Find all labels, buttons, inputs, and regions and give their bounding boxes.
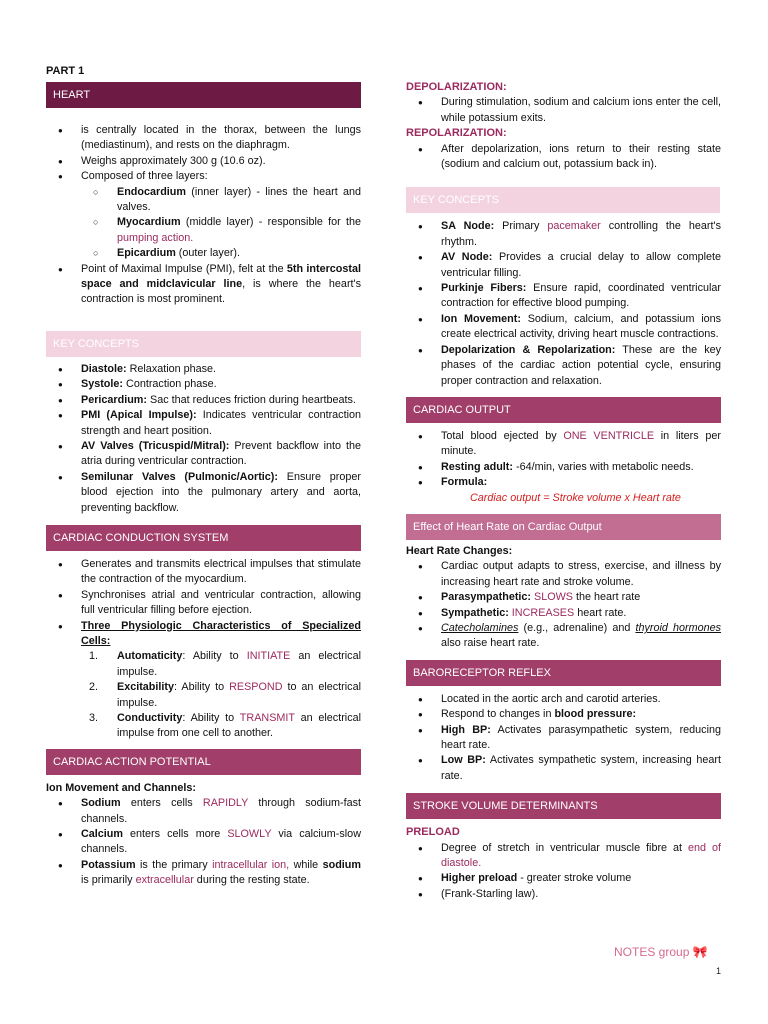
heart-list [46,123,361,308]
footer-brand: NOTES group 🎀 [614,945,708,959]
list-item: ● SA Node: Primary pacemaker controlling the heart's rhythm. [406,219,721,250]
list-item: ● Purkinje Fibers: Ensure rapid, coordinated ventricular contraction for effective blood pumping. [406,281,721,312]
part-label: PART 1 [46,65,85,77]
repol-list [406,142,721,173]
output-list [406,429,721,491]
list-item: ● Higher preload - greater stroke volume [406,871,721,886]
stroke-volume-header: STROKE VOLUME DETERMINANTS [406,793,721,819]
list-item: ● Resting adult: -64/min, varies with metabolic needs. [406,460,721,475]
list-item: ● During stimulation, sodium and calcium ions enter the cell, while potassium exits. [406,95,721,126]
formula-text: Cardiac output = Stroke volume x Heart rate [470,491,681,504]
list-item: ● Synchronises atrial and ventricular contraction, allowing full ventricular filling before ejection. [46,588,361,619]
hr-subheading: Heart Rate Changes: [406,544,513,557]
numbered-item: 1. Automaticity: Ability to INITIATE an electrical impulse. [89,650,361,678]
list-item: ● is centrally located in the thorax, between the lungs (mediastinum), and rests on the diaphragm. [46,123,361,154]
list-item: ● Weighs approximately 300 g (10.6 oz). [46,154,361,169]
baroreceptor-header: BARORECEPTOR REFLEX [406,660,721,686]
depol-list [406,95,721,126]
right-column [406,0,721,902]
sub-item: ○ Myocardium (middle layer) - responsible for the pumping action. [46,215,361,246]
key-concepts-header: KEY CONCEPTS [46,331,361,357]
list-item: ● Potassium is the primary intracellular ion, while sodium is primarily extracellular during the resting state. [46,858,361,889]
cardiac-output-header: CARDIAC OUTPUT [406,397,721,423]
conduction-header: CARDIAC CONDUCTION SYSTEM [46,525,361,551]
list-item: ● Total blood ejected by ONE VENTRICLE in liters per minute. [406,429,721,460]
numbered-item: 3. Conductivity: Ability to TRANSMIT an electrical impulse from one cell to another. [89,712,361,740]
list-item: ● Respond to changes in blood pressure: [406,707,721,722]
list-item: ● Low BP: Activates sympathetic system, increasing heart rate. [406,753,721,784]
action-list [46,796,361,888]
list-item: ● Parasympathetic: SLOWS the heart rate [406,590,721,605]
preload-heading: PRELOAD [406,826,460,839]
list-item: ● Depolarization & Repolarization: These are the key phases of the cardiac action potential cycle, ensuring proper contraction and relaxation. [406,343,721,389]
page-number: 1 [716,966,722,976]
list-item: ● AV Valves (Tricuspid/Mitral): Prevent backflow into the atria during ventricular contraction. [46,439,361,470]
left-column [46,0,361,889]
bow-icon: 🎀 [692,945,708,959]
list-item: ● Point of Maximal Impulse (PMI), felt at the 5th intercostal space and midclavicular line, is where the heart's contraction is most prominent. [46,262,361,308]
list-item: ● Catecholamines (e.g., adrenaline) and thyroid hormones also raise heart rate. [406,621,721,652]
effect-list [406,559,721,651]
ion-subheading: Ion Movement and Channels: [46,781,196,794]
list-item: ● Sympathetic: INCREASES heart rate. [406,606,721,621]
list-item: ● Cardiac output adapts to stress, exercise, and illness by increasing heart rate and stroke volume. [406,559,721,590]
list-item: ● Systole: Contraction phase. [46,377,361,392]
list-item: ● AV Node: Provides a crucial delay to allow complete ventricular filling. [406,250,721,281]
effect-header: Effect of Heart Rate on Cardiac Output [406,514,721,540]
list-item: ● Calcium enters cells more SLOWLY via calcium-slow channels. [46,827,361,858]
sub-item: ○ Endocardium (inner layer) - lines the heart and valves. [46,185,361,216]
baro-list [406,692,721,784]
key-concepts-list [46,362,361,516]
list-item: ● Generates and transmits electrical impulses that stimulate the contraction of the myocardium. [46,557,361,588]
list-item: ● High BP: Activates parasympathetic system, reducing heart rate. [406,723,721,754]
list-item: ● Three Physiologic Characteristics of Specialized Cells: [46,619,361,650]
heart-header: HEART [46,82,361,108]
preload-list [406,841,721,903]
key-concepts-list-right [406,219,721,388]
list-item: ● Sodium enters cells RAPIDLY through sodium-fast channels. [46,796,361,827]
list-item: ● PMI (Apical Impulse): Indicates ventricular contraction strength and heart position. [46,408,361,439]
list-item: ● Formula: [406,475,721,490]
list-item: ● Composed of three layers: [46,169,361,184]
list-item: ● After depolarization, ions return to their resting state (sodium and calcium out, potassium back in). [406,142,721,173]
list-item: ● Diastole: Relaxation phase. [46,362,361,377]
list-item: ● (Frank-Starling law). [406,887,721,902]
action-potential-header: CARDIAC ACTION POTENTIAL [46,749,361,775]
list-item: ● Ion Movement: Sodium, calcium, and potassium ions create electrical activity, driving heart muscle contractions. [406,312,721,343]
repolarization-heading: REPOLARIZATION: [406,127,507,140]
key-concepts-header-right: KEY CONCEPTS [406,187,720,213]
list-item: ● Located in the aortic arch and carotid arteries. [406,692,721,707]
list-item: ● Semilunar Valves (Pulmonic/Aortic): Ensure proper blood ejection into the pulmonary artery and aorta, preventing backflow. [46,470,361,516]
numbered-item: 2. Excitability: Ability to RESPOND to an electrical impulse. [89,681,361,709]
depolarization-heading: DEPOLARIZATION: [406,81,507,93]
conduction-list [46,557,361,742]
list-item: ● Degree of stretch in ventricular muscle fibre at end of diastole. [406,841,721,872]
sub-item: ○ Epicardium (outer layer). [46,246,361,261]
list-item: ● Pericardium: Sac that reduces friction during heartbeats. [46,393,361,408]
